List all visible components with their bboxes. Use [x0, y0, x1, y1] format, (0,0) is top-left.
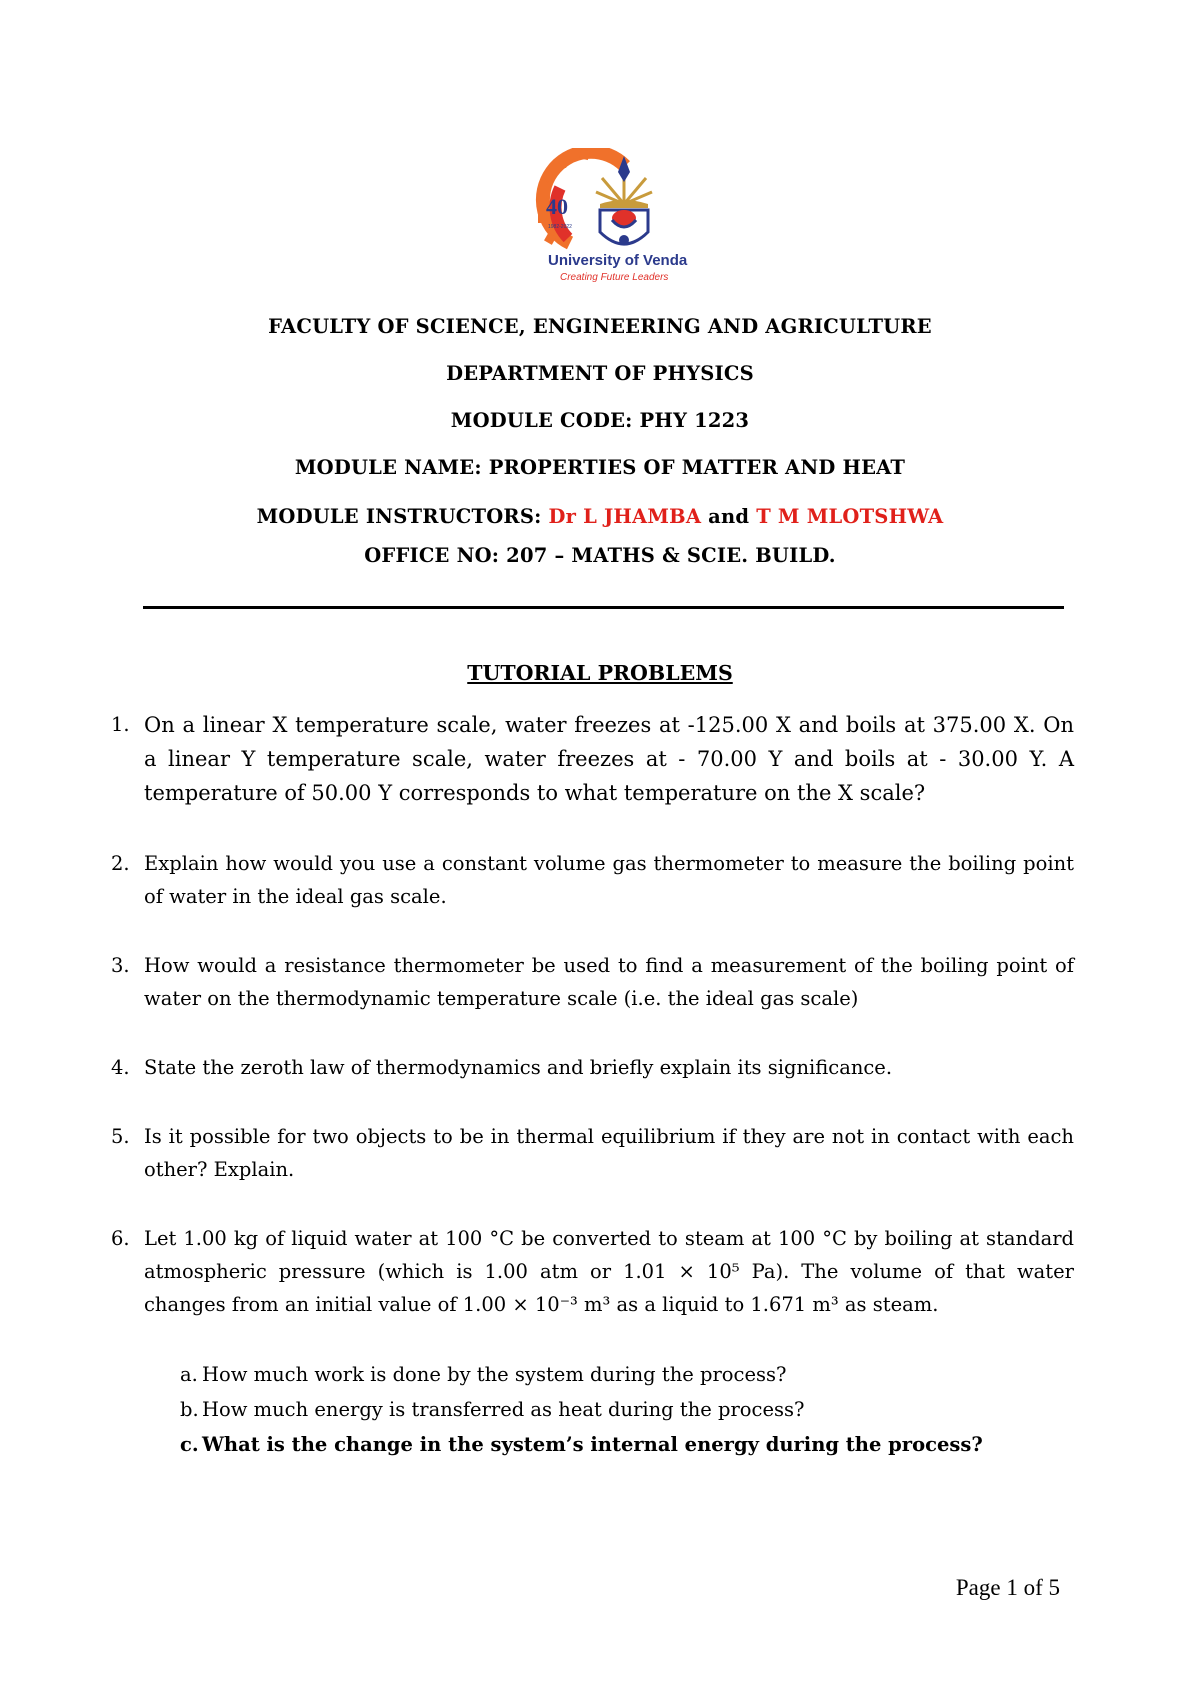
faculty-heading: FACULTY OF SCIENCE, ENGINEERING AND AGRICULTURE [268, 315, 932, 338]
subquestion-text: How much work is done by the system during the process? [202, 1363, 787, 1386]
question-number: 3. [111, 954, 130, 977]
instructor-2: T M MLOTSHWA [756, 505, 944, 528]
question-number: 1. [111, 713, 130, 736]
logo-university-name: University of Venda [548, 252, 688, 269]
page-title: TUTORIAL PROBLEMS [467, 661, 733, 685]
module-code: MODULE CODE: PHY 1223 [450, 409, 750, 432]
question-text: State the zeroth law of thermodynamics and briefly explain its significance. [144, 1056, 893, 1079]
question-number: 4. [111, 1056, 130, 1079]
logo-years: 1982-2022 [548, 224, 572, 230]
question-text: Let 1.00 kg of liquid water at 100 °C be converted to steam at 100 °C by boiling at standard atmospheric pressure (which is 1.00 atm or 1.01 × 10⁵ Pa). The volume of that water changes from an initial value of 1.00 × 10⁻³ m³ as a liquid to 1.671 m³ as steam. [144, 1227, 1074, 1316]
instructors-and: and [708, 505, 750, 528]
question-number: 5. [111, 1125, 130, 1148]
subquestion-letter: a. [180, 1363, 198, 1386]
instructors-label: MODULE INSTRUCTORS: [256, 505, 542, 528]
question-text: Explain how would you use a constant volume gas thermometer to measure the boiling point of water in the ideal gas scale. [144, 852, 1074, 908]
office-number: OFFICE NO: 207 – MATHS & SCIE. BUILD. [364, 544, 836, 567]
subquestion-text: What is the change in the system’s internal energy during the process? [202, 1433, 983, 1456]
subquestion-letter: b. [180, 1398, 199, 1421]
page-number: Page 1 of 5 [955, 1575, 1060, 1600]
question-text: How would a resistance thermometer be used to find a measurement of the boiling point of water on the thermodynamic temperature scale (i.e. the ideal gas scale) [144, 954, 1074, 1010]
question-text: On a linear X temperature scale, water freezes at -125.00 X and boils at 375.00 X. On a linear Y temperature scale, water freezes at - 70.00 Y and boils at - 30.00 Y. A temperature of 50.00 Y corresponds to what temperature on the X scale? [144, 713, 1074, 805]
question-number: 6. [111, 1227, 130, 1250]
module-instructors [0, 505, 1200, 528]
subquestion-text: How much energy is transferred as heat during the process? [202, 1398, 805, 1421]
module-name: MODULE NAME: PROPERTIES OF MATTER AND HEAT [294, 456, 906, 479]
header-divider [143, 606, 1064, 609]
department-heading: DEPARTMENT OF PHYSICS [446, 362, 754, 385]
question-number: 2. [111, 852, 130, 875]
logo-anniversary: 40 [546, 194, 568, 219]
question-text: Is it possible for two objects to be in thermal equilibrium if they are not in contact with each other? Explain. [144, 1125, 1074, 1181]
subquestion-letter: c. [180, 1433, 199, 1456]
logo-tagline: Creating Future Leaders [560, 272, 669, 283]
university-logo [530, 148, 690, 298]
instructor-1: Dr L JHAMBA [548, 505, 702, 528]
